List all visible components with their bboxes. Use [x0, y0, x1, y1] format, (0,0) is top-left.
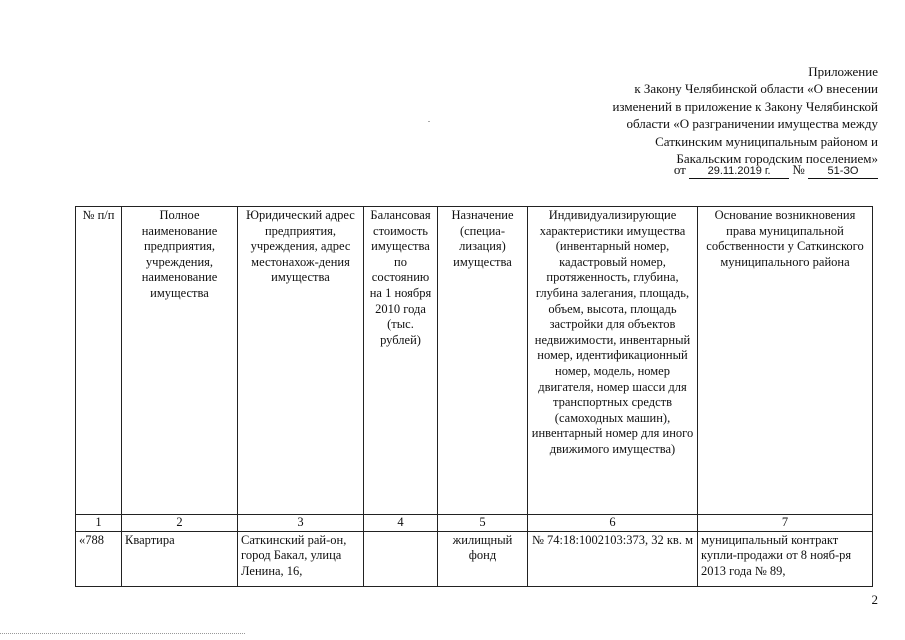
appendix-line: Приложение [808, 64, 878, 79]
cell-basis: муниципальный контракт купли-продажи от 8 нояб-ря 2013 года № 89, [698, 531, 873, 586]
header-characteristics: Индивидуализирующие характеристики имущества (инвентарный номер, кадастровый номер, протяженность, глубина, глубина залегания, площадь, объем, высота, площадь застройки для объектов недвижимости, инвентарный номер, идентификационный номер, модель, номер двигателя, номер шасси для транспортных средств (самоходных машин), инвентарный номер для иного движимого имущества) [528, 207, 698, 515]
appendix-line: к Закону Челябинской области «О внесении [634, 81, 878, 97]
appendix-line: области «О разграничении имущества между [626, 116, 878, 132]
table-header-row [76, 207, 873, 515]
law-number: 51-ЗО [808, 165, 878, 179]
property-table [75, 206, 873, 587]
column-number: 1 [76, 515, 122, 532]
header-purpose: Назначение (специа-лизация) имущества [438, 207, 528, 515]
number-prefix: № [792, 162, 805, 177]
cell-number: «788 [76, 531, 122, 586]
date-prefix: от [673, 162, 686, 177]
cell-name: Квартира [122, 531, 238, 586]
table-row [76, 531, 873, 586]
footer-rule [0, 633, 245, 634]
appendix-line: Саткинским муниципальным районом и [655, 133, 878, 149]
header-number: № п/п [76, 207, 122, 515]
column-number-row [76, 515, 873, 532]
column-number: 4 [364, 515, 438, 532]
cell-address: Саткинский рай-он, город Бакал, улица Ленина, 16, [238, 531, 364, 586]
cell-characteristics: № 74:18:1002103:373, 32 кв. м [528, 531, 698, 586]
law-date: 29.11.2019 г. [689, 165, 789, 179]
header-name: Полное наименование предприятия, учреждения, наименование имущества [122, 207, 238, 515]
header-balance: Балансовая стоимость имущества по состоянию на 1 ноября 2010 года (тыс. рублей) [364, 207, 438, 515]
column-number: 7 [698, 515, 873, 532]
header-basis: Основание возникновения права муниципальной собственности у Саткинского муниципального района [698, 207, 873, 515]
column-number: 2 [122, 515, 238, 532]
column-number: 5 [438, 515, 528, 532]
header-address: Юридический адрес предприятия, учреждения, адрес местонахож-дения имущества [238, 207, 364, 515]
column-number: 6 [528, 515, 698, 532]
cell-purpose: жилищный фонд [438, 531, 528, 586]
law-date-number [674, 162, 878, 179]
column-number: 3 [238, 515, 364, 532]
appendix-line: изменений в приложение к Закону Челябинской [612, 98, 878, 114]
appendix-heading [548, 63, 878, 167]
appendix-line: Бакальским городским поселением» [676, 151, 878, 167]
scan-speck [428, 121, 430, 122]
page-number: 2 [871, 592, 878, 607]
cell-balance [364, 531, 438, 586]
